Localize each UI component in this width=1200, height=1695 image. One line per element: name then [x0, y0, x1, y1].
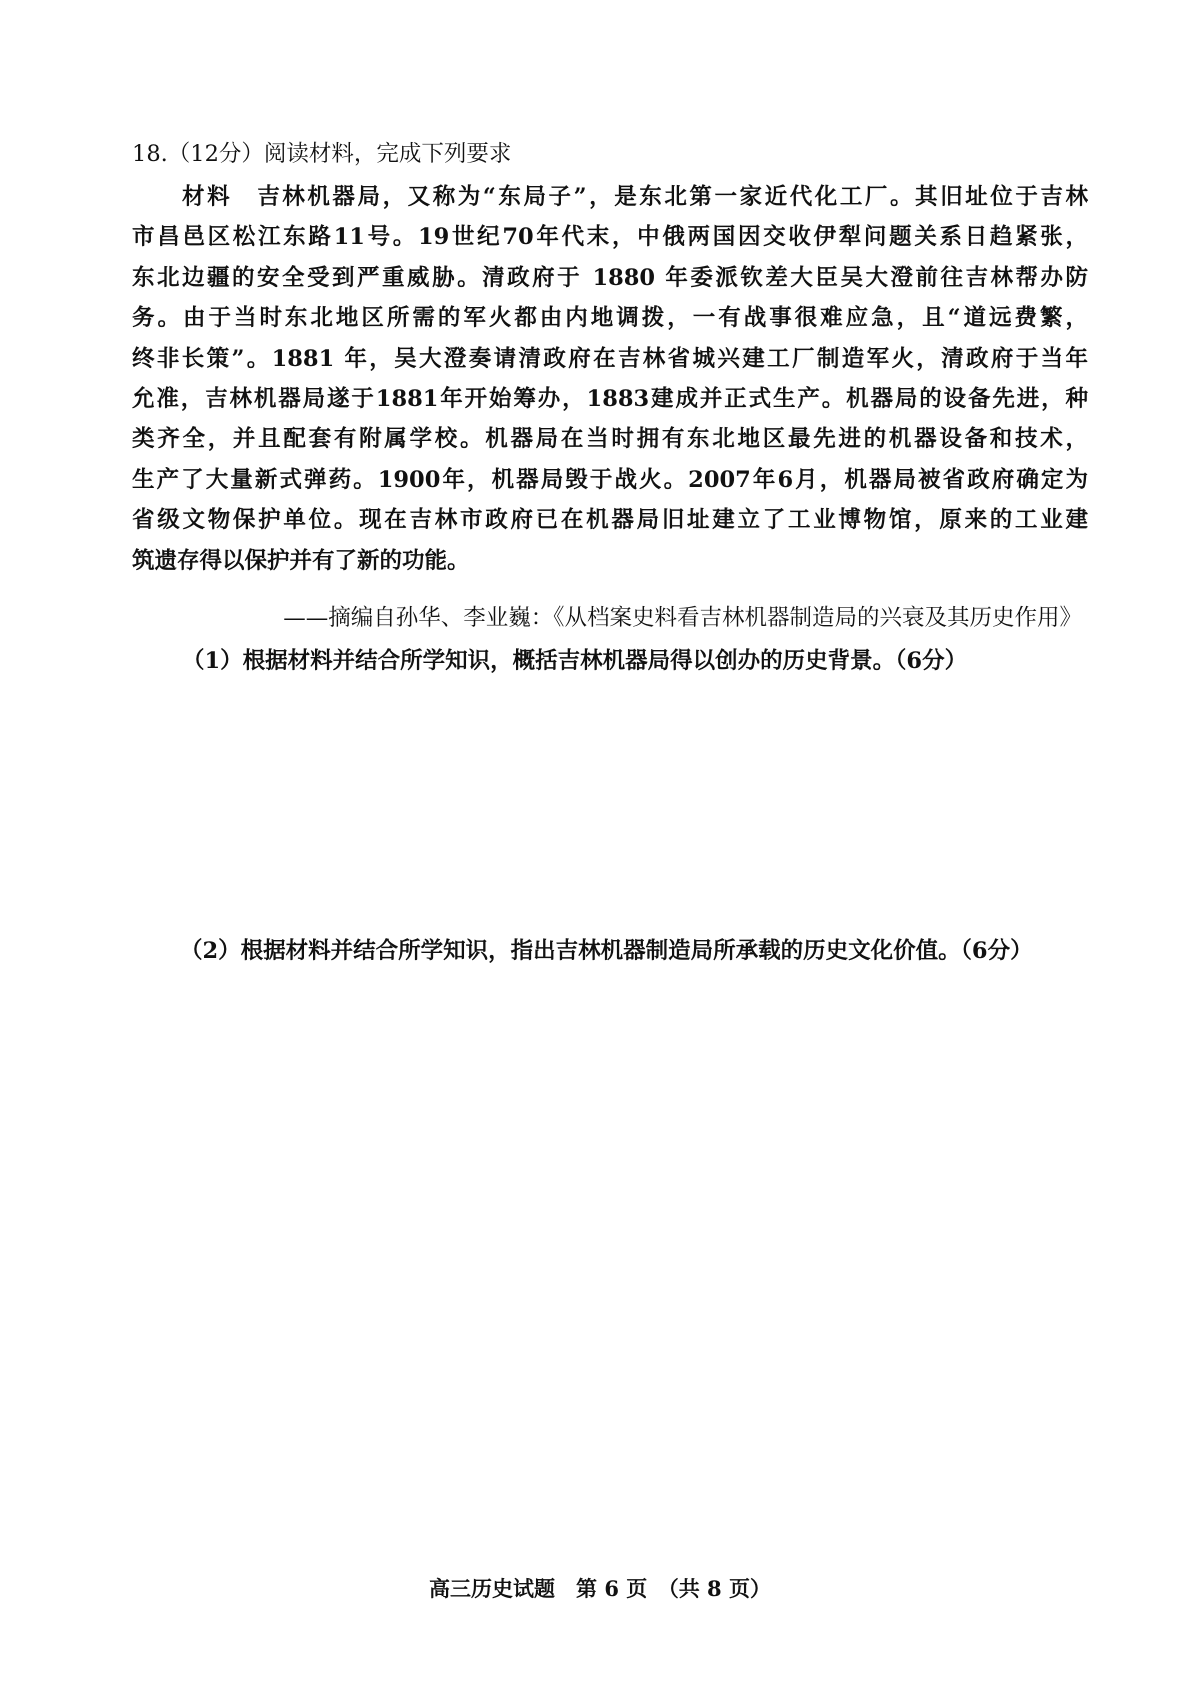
sub-question-1: （1）根据材料并结合所学知识，概括吉林机器局得以创办的历史背景。（6分）: [182, 648, 968, 674]
material-line: 东北边疆的安全受到严重威胁。清政府于 1880 年委派钦差大臣吴大澄前往吉林帮办防: [132, 264, 1088, 291]
material-line: 允准，吉林机器局遂于1881年开始筹办，1883建成并正式生产。机器局的设备先进，种: [132, 385, 1088, 412]
page-footer: 高三历史试题 第 6 页 （共 8 页）: [429, 1576, 771, 1601]
material-line: 务。由于当时东北地区所需的军火都由内地调拨，一有战事很难应急，且“道远费繁，: [132, 305, 1088, 332]
material-line: 材料 吉林机器局，又称为“东局子”，是东北第一家近代化工厂。其旧址位于吉林: [182, 184, 1088, 210]
answer-area-2[interactable]: [132, 985, 1088, 1545]
material-source: ——摘编自孙华、李业巍：《从档案史料看吉林机器制造局的兴衰及其历史作用》: [283, 605, 1082, 631]
material-line: 生产了大量新式弹药。1900年，机器局毁于战火。2007年6月，机器局被省政府确定为: [132, 466, 1088, 493]
material-line: 终非长策”。1881 年，吴大澄奏请清政府在吉林省城兴建工厂制造军火，清政府于当年: [132, 345, 1088, 372]
material-line: 类齐全，并且配套有附属学校。机器局在当时拥有东北地区最先进的机器设备和技术，: [132, 426, 1088, 453]
material-line: 筑遗存得以保护并有了新的功能。: [132, 547, 470, 574]
material-passage: [132, 177, 1088, 581]
material-line: 市昌邑区松江东路11号。19世纪70年代末，中俄两国因交收伊犁问题关系日趋紧张，: [132, 224, 1088, 251]
question-title: 18.（12分）阅读材料，完成下列要求: [132, 141, 512, 167]
answer-area-1[interactable]: [132, 690, 1088, 920]
material-line: 省级文物保护单位。现在吉林市政府已在机器局旧址建立了工业博物馆，原来的工业建: [132, 507, 1088, 534]
sub-question-2: （2）根据材料并结合所学知识，指出吉林机器制造局所承载的历史文化价值。（6分）: [180, 938, 1033, 964]
